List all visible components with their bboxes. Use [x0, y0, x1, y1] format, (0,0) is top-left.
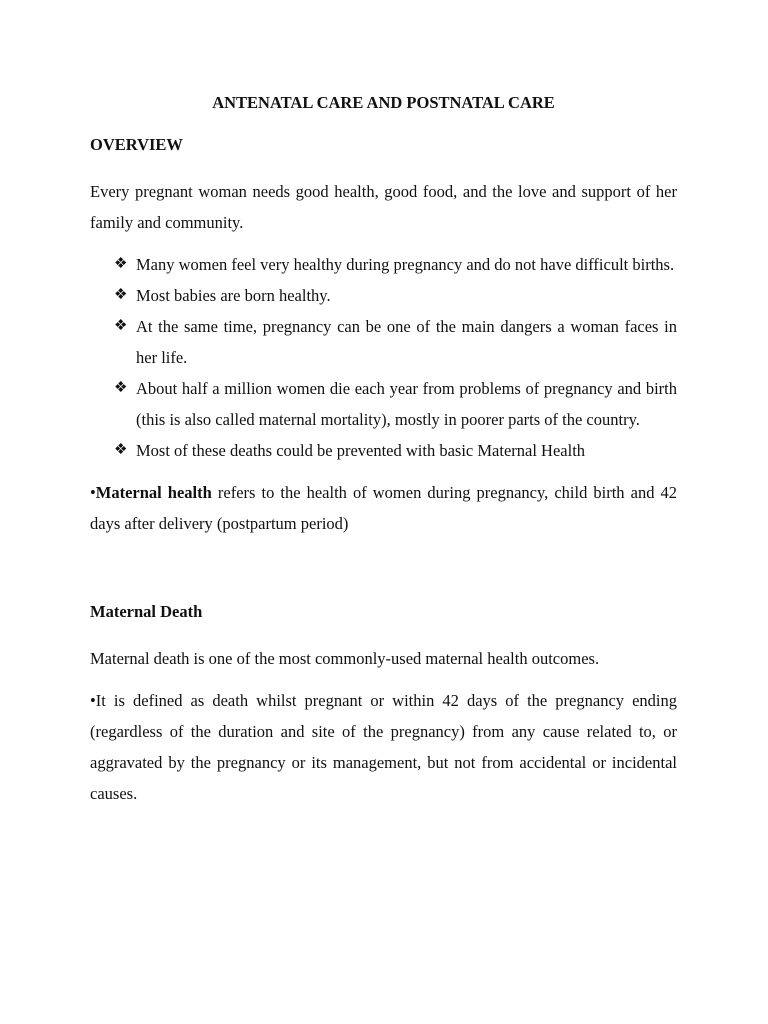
bullet-text: Many women feel very healthy during pregnancy and do not have difficult births.	[136, 255, 675, 274]
overview-intro: Every pregnant woman needs good health, good food, and the love and support of her family and community.	[90, 182, 677, 232]
bullet-text: At the same time, pregnancy can be one of the main dangers a woman faces in her life.	[136, 317, 677, 367]
maternal-death-intro: Maternal death is one of the most commonly-used maternal health outcomes.	[90, 649, 600, 668]
diamond-bullet-icon: ❖	[114, 380, 128, 396]
diamond-bullet-icon: ❖	[114, 318, 128, 334]
overview-bullet-list	[90, 249, 677, 466]
document-page	[90, 92, 677, 820]
bullet-mark: •	[90, 483, 96, 502]
list-item	[114, 311, 677, 373]
list-item	[114, 373, 677, 435]
overview-heading: OVERVIEW	[90, 135, 183, 154]
maternal-health-text: refers to the health of women during pregnancy, child birth and 42 days after delivery (postpartum period)	[90, 483, 677, 533]
maternal-health-term: Maternal health	[95, 483, 212, 502]
list-item	[114, 249, 677, 280]
list-item	[114, 435, 677, 466]
maternal-health-definition	[90, 477, 677, 539]
diamond-bullet-icon: ❖	[114, 287, 128, 303]
diamond-bullet-icon: ❖	[114, 256, 128, 272]
maternal-death-definition: •It is defined as death whilst pregnant or within 42 days of the pregnancy ending (regardless of the duration and site of the pregnancy) from any cause related to, or aggravated by the pregnancy or its management, but not from accidental or incidental causes.	[90, 691, 677, 803]
maternal-death-heading: Maternal Death	[90, 602, 203, 621]
bullet-text: Most of these deaths could be prevented with basic Maternal Health	[136, 441, 586, 460]
diamond-bullet-icon: ❖	[114, 442, 128, 458]
document-title: ANTENATAL CARE AND POSTNATAL CARE	[212, 93, 555, 112]
section-spacer	[90, 550, 677, 601]
bullet-text: Most babies are born healthy.	[136, 286, 331, 305]
list-item	[114, 280, 677, 311]
bullet-text: About half a million women die each year from problems of pregnancy and birth (this is also called maternal mortality), mostly in poorer parts of the country.	[136, 379, 677, 429]
